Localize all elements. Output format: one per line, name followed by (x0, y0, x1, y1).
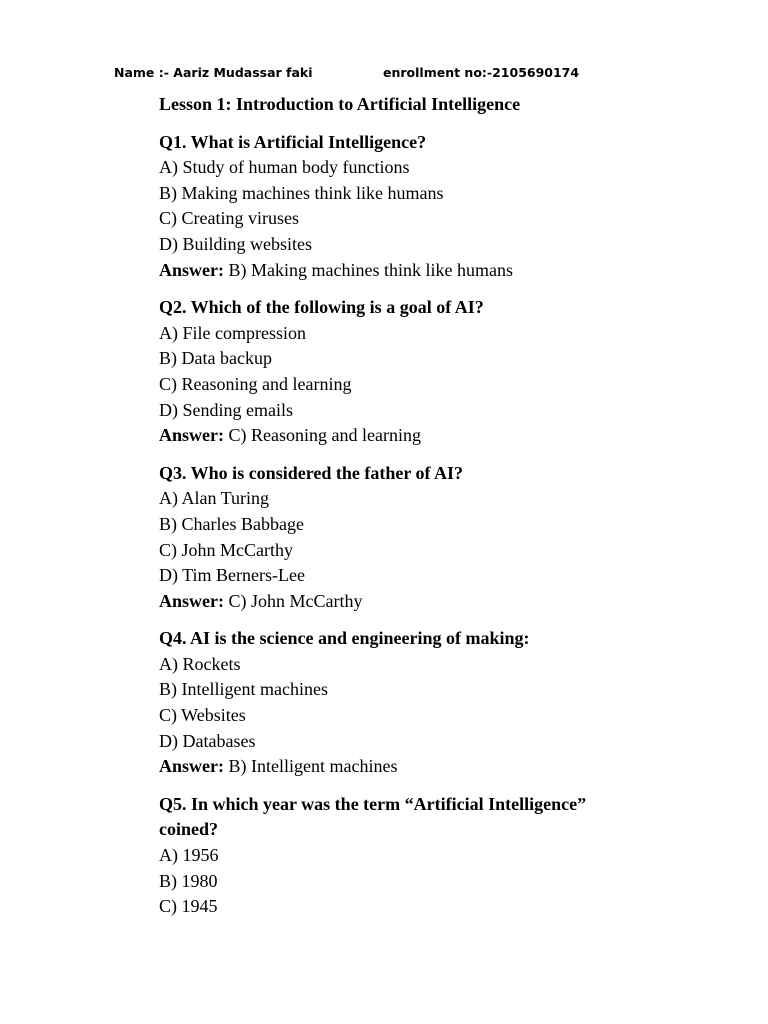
answer-text: C) Reasoning and learning (228, 425, 421, 446)
option-a: A) 1956 (159, 845, 219, 866)
question-block-1 (159, 130, 629, 284)
option-c: C) Websites (159, 705, 246, 726)
answer-label: Answer: (159, 590, 224, 611)
student-header (114, 64, 674, 82)
option-b: B) Intelligent machines (159, 679, 328, 700)
enrollment-number: enrollment no:-2105690174 (383, 65, 580, 80)
option-d: D) Building websites (159, 233, 312, 254)
question-text: Q1. What is Artificial Intelligence? (159, 131, 427, 152)
option-b: B) Charles Babbage (159, 513, 304, 534)
option-d: D) Sending emails (159, 399, 293, 420)
answer-label: Answer: (159, 756, 224, 777)
quiz-content (159, 92, 629, 932)
option-c: C) Reasoning and learning (159, 373, 352, 394)
answer-text: B) Making machines think like humans (228, 259, 513, 280)
option-a: A) File compression (159, 322, 306, 343)
option-c: C) 1945 (159, 896, 218, 917)
student-name: Name :- Aariz Mudassar faki (114, 65, 313, 80)
answer-text: C) John McCarthy (228, 590, 363, 611)
answer-label: Answer: (159, 425, 224, 446)
question-text: Q2. Which of the following is a goal of AI? (159, 297, 484, 318)
question-text: Q4. AI is the science and engineering of making: (159, 628, 530, 649)
answer-line (159, 258, 629, 284)
question-text: Q5. In which year was the term “Artificial Intelligence” coined? (159, 793, 587, 840)
question-text: Q3. Who is considered the father of AI? (159, 462, 464, 483)
answer-label: Answer: (159, 259, 224, 280)
option-a: A) Study of human body functions (159, 157, 410, 178)
option-d: D) Databases (159, 730, 256, 751)
answer-line (159, 589, 629, 615)
option-b: B) Making machines think like humans (159, 182, 444, 203)
option-c: C) Creating viruses (159, 208, 299, 229)
answer-text: B) Intelligent machines (228, 756, 398, 777)
option-c: C) John McCarthy (159, 539, 293, 560)
question-block-4 (159, 626, 629, 780)
question-block-3 (159, 461, 629, 615)
option-d: D) Tim Berners-Lee (159, 565, 305, 586)
question-block-5 (159, 792, 629, 920)
option-a: A) Rockets (159, 653, 241, 674)
option-a: A) Alan Turing (159, 488, 270, 509)
option-b: B) Data backup (159, 348, 272, 369)
answer-line (159, 423, 629, 449)
lesson-title: Lesson 1: Introduction to Artificial Intelligence (159, 94, 521, 114)
question-block-2 (159, 295, 629, 449)
option-b: B) 1980 (159, 870, 218, 891)
answer-line (159, 754, 629, 780)
